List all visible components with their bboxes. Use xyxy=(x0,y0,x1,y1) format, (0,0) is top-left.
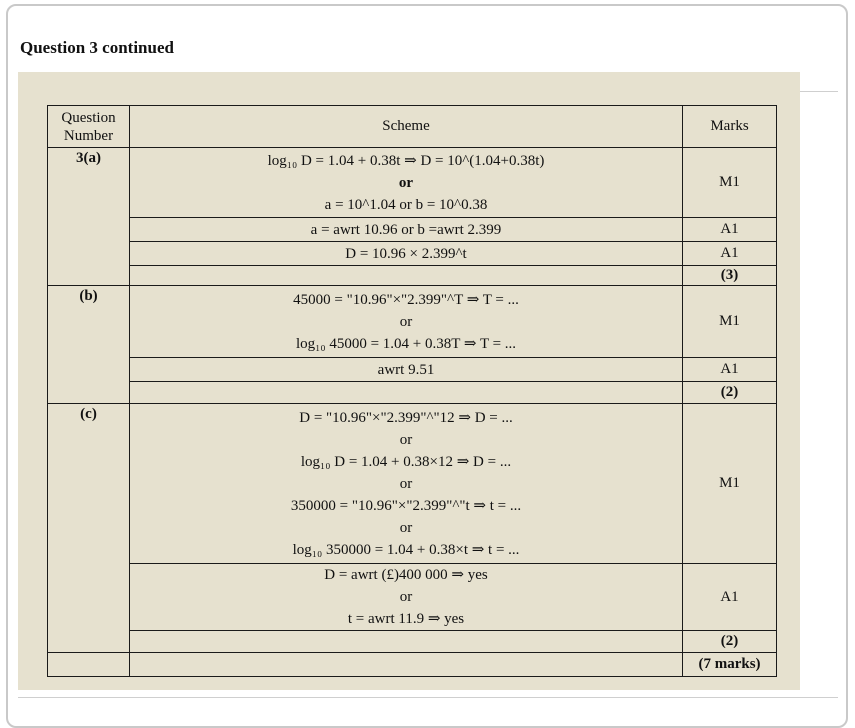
grand-total: (7 marks) xyxy=(683,653,777,677)
scheme-line: log₁₀ D = 1.04 + 0.38×12 ⇒ D = ... xyxy=(300,453,512,470)
table-row xyxy=(48,653,777,677)
mark-cell: A1 xyxy=(683,242,777,266)
header-row xyxy=(48,106,777,148)
header-marks: Marks xyxy=(683,106,777,148)
scheme-line: awrt 9.51 xyxy=(130,358,683,382)
header-question-number: Question Number xyxy=(48,106,130,148)
table-row xyxy=(48,404,777,564)
part-total: (3) xyxy=(683,266,777,286)
table-row xyxy=(48,358,777,382)
scheme-or: or xyxy=(399,589,413,605)
mark-cell: A1 xyxy=(683,218,777,242)
scheme-cell xyxy=(130,286,683,358)
table-row xyxy=(48,382,777,404)
scheme-line: log₁₀ D = 1.04 + 0.38t ⇒ D = 10^(1.04+0.38t) xyxy=(267,152,545,169)
mark-scheme-table xyxy=(47,105,777,677)
part-c-label: (c) xyxy=(48,404,130,653)
part-total: (2) xyxy=(683,382,777,404)
empty-cell xyxy=(130,653,683,677)
scheme-line: D = "10.96"×"2.399"^"12 ⇒ D = ... xyxy=(299,409,513,426)
mark-cell: M1 xyxy=(683,404,777,564)
table-row xyxy=(48,564,777,631)
table-row xyxy=(48,631,777,653)
writing-line xyxy=(18,697,838,698)
scheme-line: 350000 = "10.96"×"2.399"^"t ⇒ t = ... xyxy=(290,497,522,514)
scheme-or: or xyxy=(399,431,413,448)
scheme-line: log₁₀ 45000 = 1.04 + 0.38T ⇒ T = ... xyxy=(295,335,517,352)
scheme-or: or xyxy=(399,475,413,492)
header-scheme: Scheme xyxy=(130,106,683,148)
mark-cell: M1 xyxy=(683,286,777,358)
scheme-line: D = 10.96 × 2.399^t xyxy=(130,242,683,266)
scheme-line: 45000 = "10.96"×"2.399"^T ⇒ T = ... xyxy=(293,291,519,308)
table-row xyxy=(48,148,777,218)
scheme-or: or xyxy=(399,313,413,330)
table-row xyxy=(48,242,777,266)
mark-cell: A1 xyxy=(683,564,777,631)
mark-cell: A1 xyxy=(683,358,777,382)
scheme-line: t = awrt 11.9 ⇒ yes xyxy=(347,611,465,627)
scheme-cell xyxy=(130,564,683,631)
part-b-label: (b) xyxy=(48,286,130,404)
mark-cell: M1 xyxy=(683,148,777,218)
empty-cell xyxy=(130,631,683,653)
scheme-cell xyxy=(130,148,683,218)
table-row xyxy=(48,218,777,242)
scheme-line: a = 10^1.04 or b = 10^0.38 xyxy=(324,196,488,213)
part-a-label: 3(a) xyxy=(48,148,130,286)
empty-cell xyxy=(130,382,683,404)
page-heading: Question 3 continued xyxy=(20,38,174,57)
scheme-or: or xyxy=(399,519,413,536)
table-row xyxy=(48,266,777,286)
scheme-line: log₁₀ 350000 = 1.04 + 0.38×t ⇒ t = ... xyxy=(292,541,520,558)
scheme-line: a = awrt 10.96 or b =awrt 2.399 xyxy=(130,218,683,242)
scheme-or: or xyxy=(398,174,414,191)
scheme-cell xyxy=(130,404,683,564)
empty-cell xyxy=(48,653,130,677)
scheme-line: D = awrt (£)400 000 ⇒ yes xyxy=(324,567,488,583)
empty-cell xyxy=(130,266,683,286)
table-row xyxy=(48,286,777,358)
part-total: (2) xyxy=(683,631,777,653)
